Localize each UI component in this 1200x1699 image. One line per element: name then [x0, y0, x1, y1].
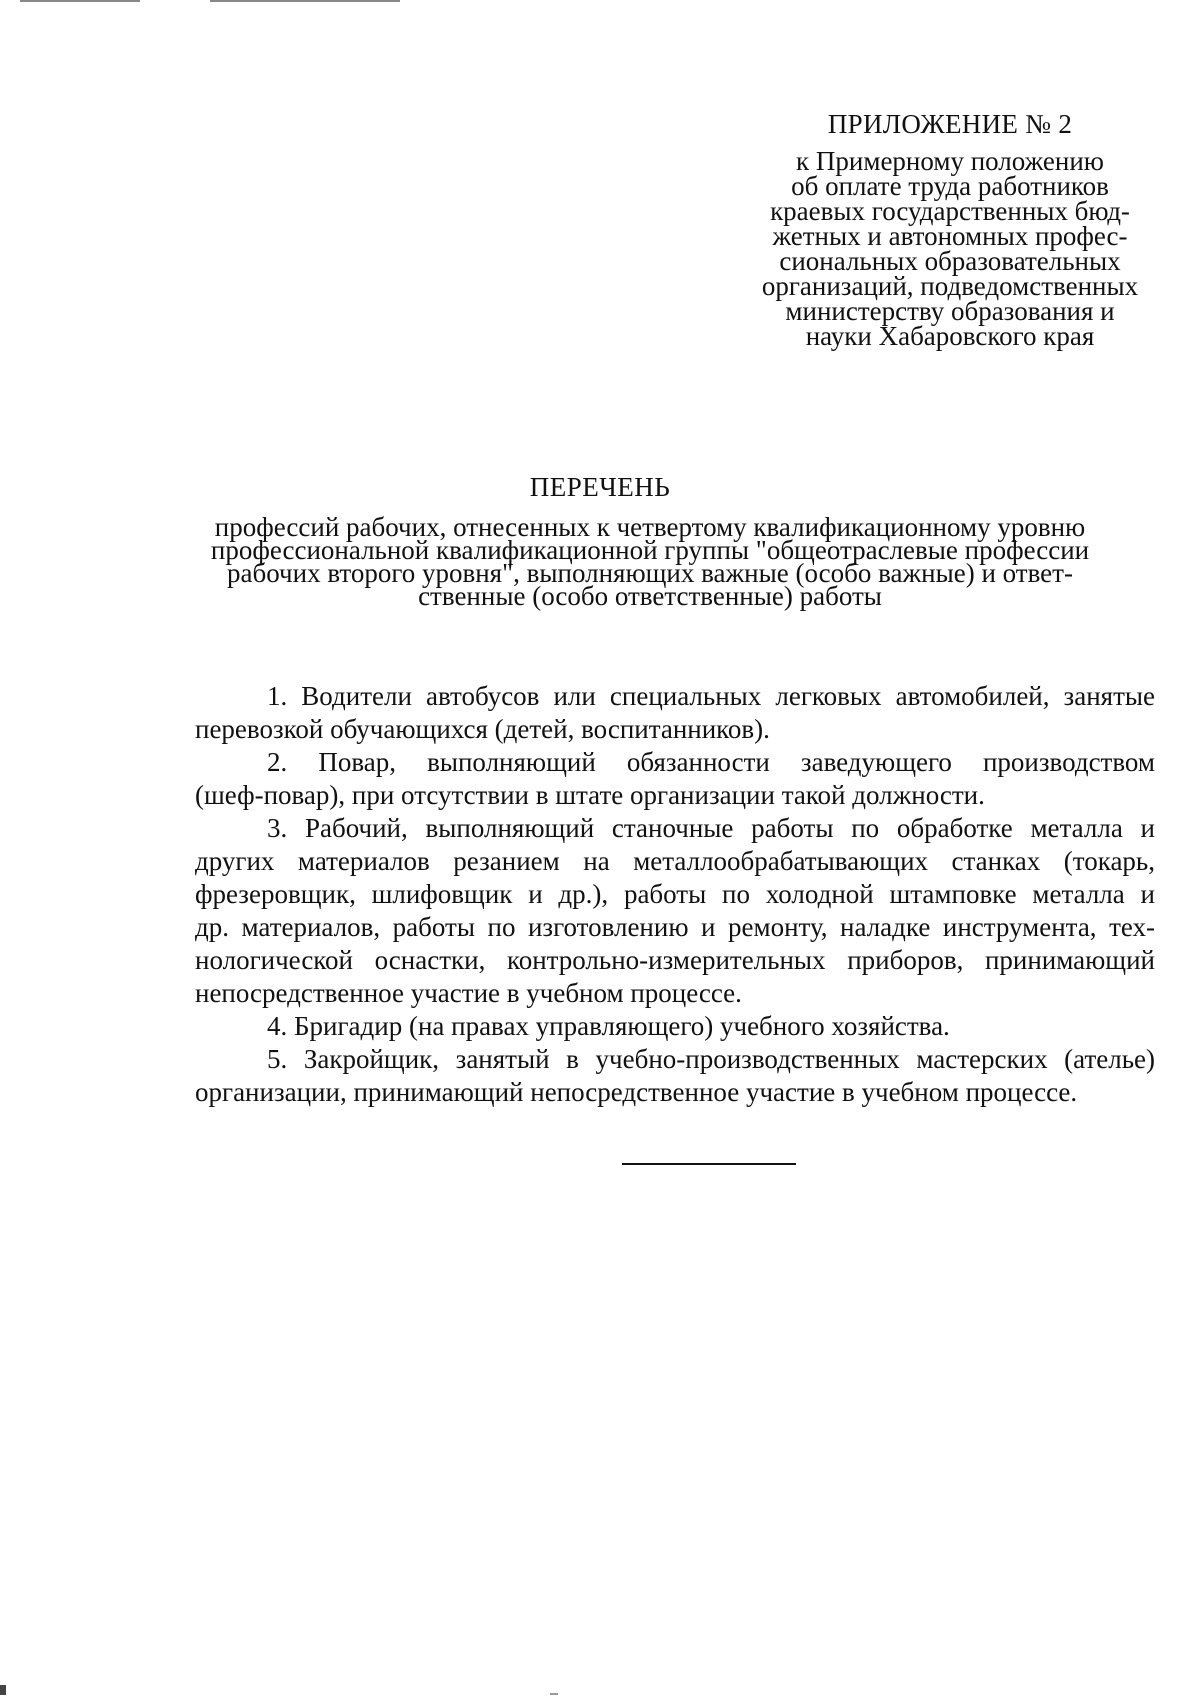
- list-item-line: непосредственное участие в учебном процессе.: [195, 978, 742, 1008]
- list-item-line: 4. Бригадир (на правах управляющего) учебного хозяйства.: [267, 1011, 950, 1041]
- list-item-line: 2. Повар, выполняющий обязанности заведующего производством: [267, 747, 1155, 777]
- list-item-line: 5. Закройщик, занятый в учебно-производственных мастерских (ателье): [267, 1044, 1155, 1074]
- list-item-line: (шеф-повар), при отсутствии в штате организации такой должности.: [195, 780, 985, 810]
- list-item-4: [195, 1010, 1155, 1043]
- appendix-line: краевых государственных бюд-: [770, 196, 1130, 226]
- document-body: [195, 680, 1155, 1109]
- list-item-5: [195, 1043, 1155, 1109]
- list-item-line: организации, принимающий непосредственное участие в учебном процессе.: [195, 1077, 1078, 1107]
- list-item-line: перевозкой обучающихся (детей, воспитанников).: [195, 714, 770, 744]
- document-subheading: [150, 512, 1150, 611]
- appendix-line: жетных и автономных профес-: [772, 221, 1128, 251]
- list-item-line: др. материалов, работы по изготовлению и ремонту, наладке инструмента, тех-: [195, 912, 1155, 942]
- list-item-line: нологической оснастки, контрольно-измерительных приборов, принимающий: [195, 945, 1155, 975]
- appendix-line: об оплате труда работников: [791, 171, 1109, 201]
- list-item-line: 1. Водители автобусов или специальных легковых автомобилей, занятые: [267, 681, 1155, 711]
- scan-artifact-bottom: [0, 1685, 6, 1695]
- appendix-line: сиональных образовательных: [779, 246, 1121, 276]
- list-item-line: 3. Рабочий, выполняющий станочные работы по обработке металла и: [267, 813, 1155, 843]
- list-item-3: [195, 812, 1155, 1010]
- appendix-line: министерству образования и: [785, 296, 1115, 326]
- scan-artifact-top: [20, 0, 400, 2]
- list-item-1: [195, 680, 1155, 746]
- list-item-line: фрезеровщик, шлифовщик и др.), работы по холодной штамповке металла и: [195, 879, 1155, 909]
- scan-artifact-dot: [550, 1693, 558, 1695]
- appendix-block: [720, 109, 1180, 351]
- subheading-line: профессий рабочих, отнесенных к четвертому квалификационному уровню: [214, 512, 1086, 542]
- list-item-line: других материалов резанием на металлообрабатывающих станках (токарь,: [195, 846, 1155, 876]
- appendix-line: к Примерному положению: [796, 146, 1104, 176]
- appendix-title: ПРИЛОЖЕНИЕ № 2: [827, 109, 1073, 139]
- subheading-line: рабочих второго уровня", выполняющих важные (особо важные) и ответ-: [227, 558, 1073, 588]
- appendix-line: организаций, подведомственных: [761, 271, 1139, 301]
- appendix-line: науки Хабаровского края: [805, 321, 1095, 351]
- end-divider: [622, 1163, 796, 1165]
- subheading-line: ственные (особо ответственные) работы: [418, 581, 882, 611]
- list-item-2: [195, 746, 1155, 812]
- subheading-line: профессиональной квалификационной группы "общеотраслевые профессии: [210, 535, 1090, 565]
- document-heading: ПЕРЕЧЕНЬ: [529, 472, 671, 502]
